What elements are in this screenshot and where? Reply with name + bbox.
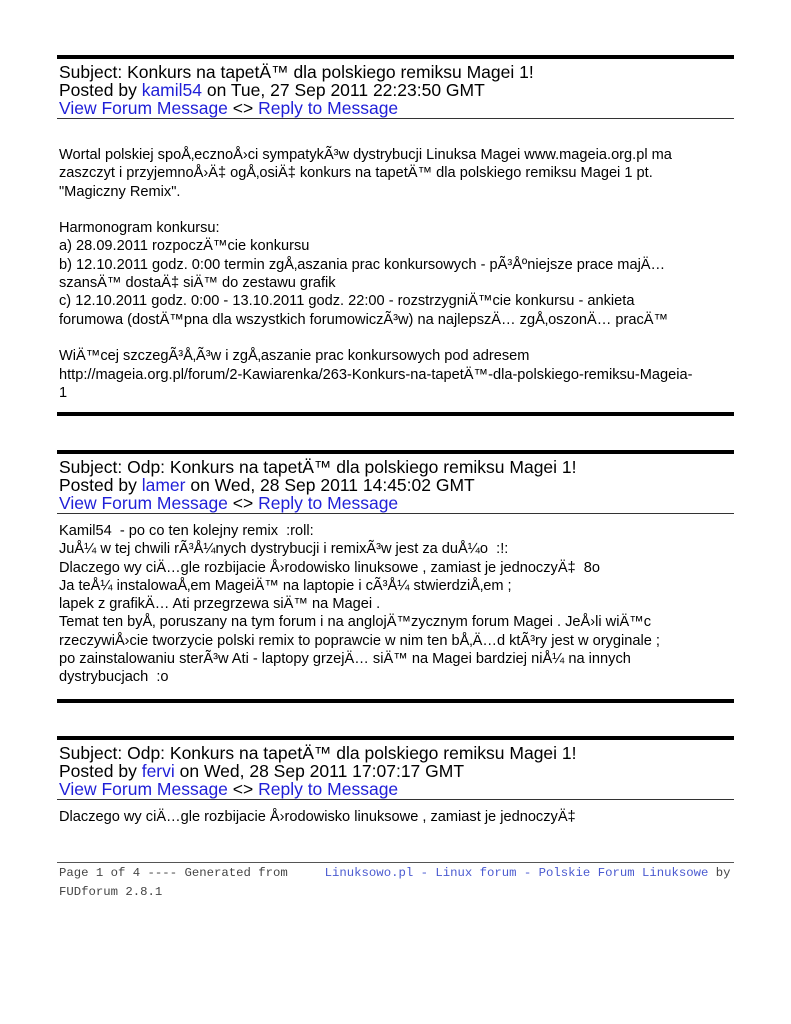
post-1-separator: <> [227,98,259,118]
post-2-bottom-rule [57,699,734,703]
post-3-separator: <> [227,779,259,799]
post-1-actions [59,99,398,117]
post-2-body: Kamil54 - po co ten kolejny remix :roll: JuÅ¼ w tej chwili rÃ³Å¼nych dystrybucji i remixÃ³w jest za duÅ¼o :!: Dlaczego wy ciÄ…gle rozbijacie Å›rodowisko linuksowe , zamiast je jednoczyÄ‡ 8o Ja teÅ¼ instalowaÅ‚em MageiÄ™ na laptopie i cÃ³Å¼ stwierdziÅ‚em ; lapek z grafikÄ… Ati przegrzewa siÄ™ na Magei . Temat ten byÅ‚ poruszany na tym forum i na anglojÄ™zycznym forum Magei . JeÅ›li wiÄ™c rzeczywiÅ›cie tworzycie polski remix to poprawcie w nim ten bÅ‚Ä…d ktÃ³ry jest w oryginale ; po zainstalowaniu sterÃ³w Ati - laptopy grzejÄ… siÄ™ na Magei bardziej niÅ¼ na innych dystrybucjach :o [59,523,660,686]
post-1-date: on Tue, 27 Sep 2011 22:23:50 GMT [202,80,485,100]
page-footer [59,864,738,902]
post-2-header-rule [57,513,734,514]
footer-forum-link[interactable]: Linuksowo.pl - Linux forum - Polskie Forum Linuksowe [324,866,709,880]
posted-by-label: Posted by [59,761,142,781]
footer-rule [57,862,734,863]
post-2-posted-line [59,476,475,494]
post-2-date: on Wed, 28 Sep 2011 14:45:02 GMT [185,475,475,495]
post-2-reply-link[interactable]: Reply to Message [258,493,399,513]
post-2-top-rule [57,450,734,454]
post-2-view-link[interactable]: View Forum Message [59,493,228,513]
post-1-subject: Subject: Konkurs na tapetÄ™ dla polskiego remiksu Magei 1! [59,62,534,82]
post-3-header-rule [57,799,734,800]
post-1-top-rule [57,55,734,59]
post-1-header-rule [57,118,734,119]
post-1-reply-link[interactable]: Reply to Message [258,98,399,118]
post-1-bottom-rule [57,412,734,416]
post-2-actions [59,494,398,512]
post-3-subject: Subject: Odp: Konkurs na tapetÄ™ dla polskiego remiksu Magei 1! [59,743,577,763]
post-3-date: on Wed, 28 Sep 2011 17:07:17 GMT [174,761,465,781]
post-2-subject: Subject: Odp: Konkurs na tapetÄ™ dla polskiego remiksu Magei 1! [59,457,577,477]
post-1-body: Wortal polskiej spoÅ‚ecznoÅ›ci sympatykÃ³w dystrybucji Linuksa Magei www.mageia.org.pl ma zaszczyt i przyjemnoÅ›Ä‡ ogÅ‚osiÄ‡ konkurs na tapetÄ™ dla polskiego remiksu Magei 1 pt. "Magiczny Remix". Harmonogram konkursu: a) 28.09.2011 rozpoczÄ™cie konkursu b) 12.10.2011 godz. 0:00 termin zgÅ‚aszania prac konkursowych - pÃ³Åºniejsze prace majÄ… szansÄ™ dostaÄ‡ siÄ™ do zestawu grafik c) 12.10.2011 godz. 0:00 - 13.10.2011 godz. 22:00 - rozstrzygniÄ™cie konkursu - ankieta forumowa (dostÄ™pna dla wszystkich forumowiczÃ³w) na najlepszÄ… zgÅ‚oszonÄ… pracÄ™ WiÄ™cej szczegÃ³Å‚Ã³w i zgÅ‚aszanie prac konkursowych pod adresem http://mageia.org.pl/forum/2-Kawiarenka/263-Konkurs-na-tapetÄ™-dla-polskiego-remiksu-Mageia- 1 [59,147,693,401]
posted-by-label: Posted by [59,80,142,100]
footer-suffix: by FUDforum 2.8.1 [59,866,738,899]
post-2-separator: <> [227,493,259,513]
post-3-actions [59,780,398,798]
post-2-author-link[interactable]: lamer [141,475,186,495]
footer-prefix: Page 1 of 4 ---- Generated from [59,866,325,880]
post-3-top-rule [57,736,734,740]
posted-by-label: Posted by [59,475,142,495]
post-1-author-link[interactable]: kamil54 [141,80,203,100]
post-1-posted-line [59,81,485,99]
post-1-view-link[interactable]: View Forum Message [59,98,228,118]
post-3-reply-link[interactable]: Reply to Message [258,779,399,799]
post-3-view-link[interactable]: View Forum Message [59,779,228,799]
post-3-posted-line [59,762,464,780]
post-3-author-link[interactable]: fervi [141,761,175,781]
post-3-body: Dlaczego wy ciÄ…gle rozbijacie Å›rodowisko linuksowe , zamiast je jednoczyÄ‡ [59,809,576,825]
